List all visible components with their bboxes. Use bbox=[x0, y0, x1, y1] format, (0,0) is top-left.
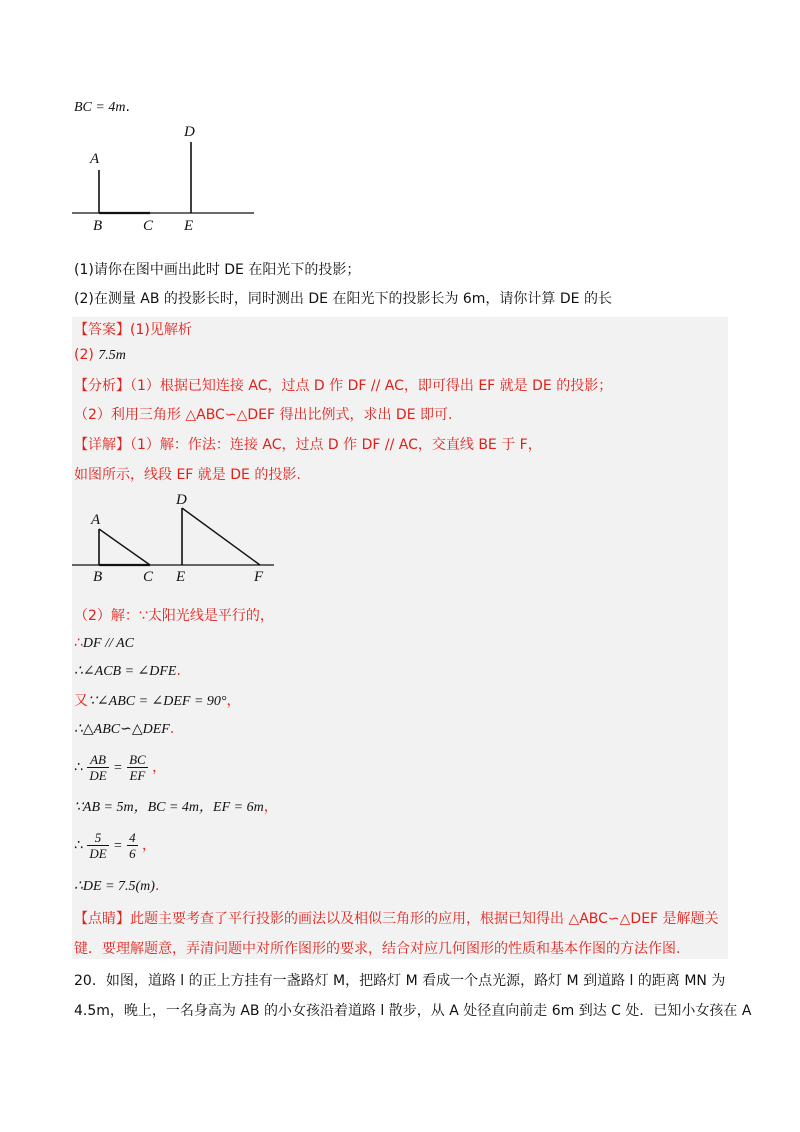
label-e: E bbox=[176, 569, 186, 585]
fraction-5-de: $\frac{5}{DE}$ bbox=[89, 830, 107, 861]
detail-line-2: 如图所示，线段 EF 就是 DE 的投影. bbox=[74, 467, 301, 483]
analysis-label: 【分析】 bbox=[74, 378, 130, 394]
fraction-bc-ef: $\frac{BC}{EF}$ bbox=[129, 752, 146, 783]
analysis-line-2: （2）利用三角形 △ABC∽△DEF 得出比例式，求出 DE 即可. bbox=[74, 407, 453, 423]
analysis-line-1: 【分析】（1）根据已知连接 AC，过点 D 作 DF // AC，即可得出 EF 就是 DE 的投影； bbox=[74, 378, 613, 394]
label-a: A bbox=[90, 151, 100, 167]
question-2: (2)在测量 AB 的投影长时，同时测出 DE 在阳光下的投影长为 6m，请你计算 DE 的长 bbox=[74, 291, 612, 307]
label-d: D bbox=[184, 124, 195, 140]
label-c: C bbox=[143, 569, 154, 585]
label-e: E bbox=[184, 218, 194, 234]
step-6: ∴ $\frac{AB}{DE}$ = $\frac{BC}{EF}$ ， bbox=[74, 752, 167, 783]
step-8: ∴ $\frac{5}{DE}$ = $\frac{4}{6}$ ， bbox=[74, 830, 157, 861]
answer-label: 【答案】 bbox=[74, 322, 130, 338]
label-b: B bbox=[93, 218, 103, 234]
comment-line-1: 【点睛】此题主要考查了平行投影的画法以及相似三角形的应用，根据已知得出 △ABC∽△DEF 是解题关 bbox=[74, 911, 719, 927]
fraction-ab-de: $\frac{AB}{DE}$ bbox=[89, 752, 107, 783]
figure-1 bbox=[60, 120, 270, 240]
step-2: ∴DF // AC bbox=[74, 635, 134, 651]
label-c: C bbox=[143, 218, 154, 234]
answer-line-1: 【答案】(1)见解析 bbox=[74, 322, 192, 338]
question-20-line-1: 20．如图，道路 l 的正上方挂有一盏路灯 M，把路灯 M 看成一个点光源，路灯 M 到道路 l 的距离 MN 为 bbox=[74, 973, 726, 989]
top-line: BC = 4m. bbox=[74, 99, 130, 115]
label-b: B bbox=[93, 569, 103, 585]
step-5: ∴△ABC∽△DEF. bbox=[74, 721, 175, 737]
detail-label: 【详解】 bbox=[74, 437, 130, 453]
fraction-4-6: $\frac{4}{6}$ bbox=[129, 830, 136, 861]
ray-df bbox=[182, 508, 260, 565]
step-3: ∴∠ACB = ∠DFE. bbox=[74, 663, 181, 679]
question-1: (1)请你在图中画出此时 DE 在阳光下的投影； bbox=[74, 262, 361, 278]
label-f: F bbox=[254, 569, 264, 585]
step-1: （2）解：∵太阳光线是平行的， bbox=[74, 608, 274, 624]
figure-2 bbox=[60, 488, 290, 588]
ray-ac bbox=[99, 529, 150, 565]
detail-line-1: 【详解】（1）解：作法：连接 AC，过点 D 作 DF // AC，交直线 BE 于 F， bbox=[74, 437, 542, 453]
label-d: D bbox=[176, 492, 187, 508]
step-7: ∵AB = 5m，BC = 4m，EF = 6m， bbox=[74, 799, 278, 815]
comment-label: 【点睛】 bbox=[74, 911, 130, 927]
question-20-line-2: 4.5m，晚上，一名身高为 AB 的小女孩沿着道路 l 散步，从 A 处径直向前走 6m 到达 C 处．已知小女孩在 A bbox=[74, 1003, 752, 1019]
step-9: ∴DE = 7.5(m). bbox=[74, 878, 160, 894]
answer-line-2: (2) 7.5m bbox=[74, 347, 126, 363]
label-a: A bbox=[91, 512, 101, 528]
step-4: 又∵∠ABC = ∠DEF = 90°， bbox=[74, 693, 241, 709]
bc-length: BC = 4m bbox=[74, 100, 126, 115]
comment-line-2: 键．要理解题意，弄清问题中对所作图形的要求，结合对应几何图形的性质和基本作图的方法作图. bbox=[74, 941, 681, 957]
